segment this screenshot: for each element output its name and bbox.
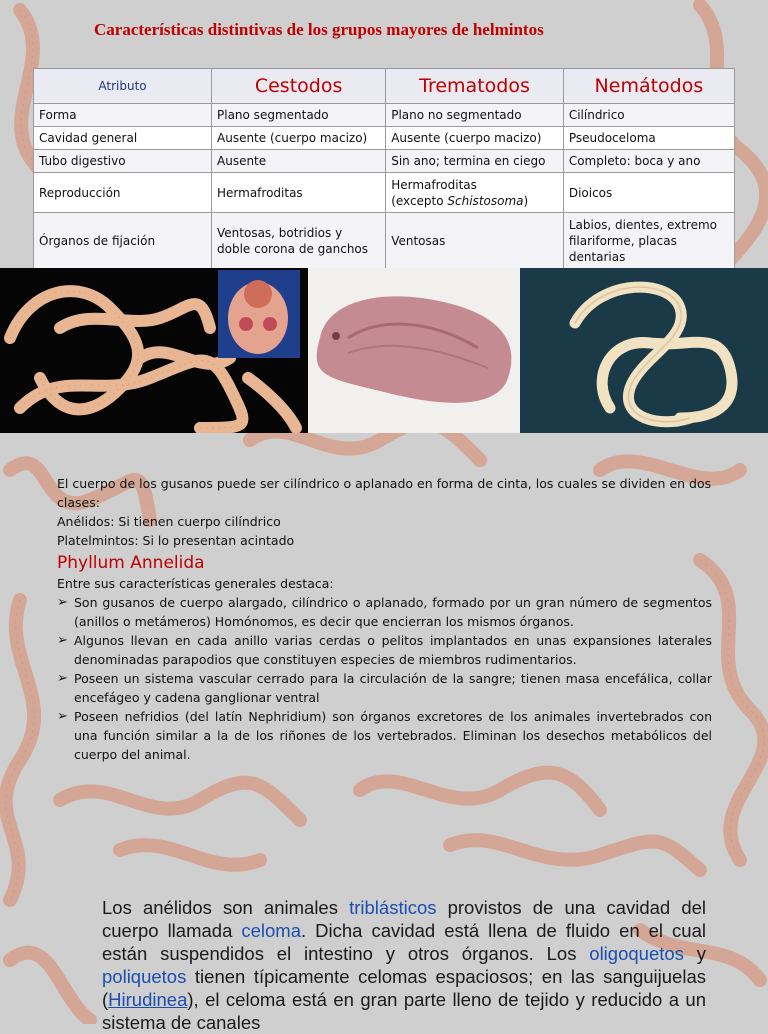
phyllum-annelida-title: Phyllum Annelida <box>57 553 205 573</box>
oligoquetos-link[interactable]: oligoquetos <box>589 943 684 964</box>
table-row <box>34 104 735 127</box>
roundworm-photo <box>520 268 768 433</box>
row-label: Cavidad general <box>34 127 212 150</box>
arrow-bullet-icon: ➢ <box>57 671 68 686</box>
cell-trematodos-pre: (excepto <box>391 193 448 208</box>
header-cestodos: Cestodos <box>212 69 386 104</box>
cell-trematodos-line1: Hermafroditas <box>391 177 477 192</box>
cell-trematodos <box>386 173 564 213</box>
schistosoma-italic: Schistosoma <box>447 193 524 208</box>
arrow-bullet-icon: ➢ <box>57 595 68 610</box>
list-item <box>57 669 712 707</box>
cell-cestodos <box>212 213 386 269</box>
para-text: tienen típicamente celomas espaciosos; en las sanguijuelas ( <box>102 966 706 1010</box>
cell-cestodos: Ausente <box>212 150 386 173</box>
row-label: Tubo digestivo <box>34 150 212 173</box>
features-list <box>57 593 712 764</box>
cell-trematodos: Sin ano; termina en ciego <box>386 150 564 173</box>
list-item <box>57 631 712 669</box>
poliquetos-link[interactable]: poliquetos <box>102 966 187 987</box>
para-text: provistos de una cavidad del cuerpo llamada <box>102 897 707 941</box>
cell-nematodos: Completo: boca y ano <box>563 150 734 173</box>
cell-nematodos <box>563 213 734 269</box>
para-text: ), el celoma está en gran parte lleno de tejido y reducido a un sistema de canales <box>102 989 706 1033</box>
cell-trematodos: Plano no segmentado <box>386 104 564 127</box>
triblasticos-link[interactable]: triblásticos <box>349 897 437 918</box>
helminth-comparison-table <box>33 68 735 269</box>
helminth-photo-strip <box>0 268 768 433</box>
arrow-bullet-icon: ➢ <box>57 709 68 724</box>
table-row <box>34 150 735 173</box>
cell-cestodos: Hermafroditas <box>212 173 386 213</box>
row-label: Órganos de fijación <box>34 213 212 269</box>
list-item <box>57 707 712 764</box>
list-item-text: Algunos llevan en cada anillo varias cerdas o pelitos implantados en unas expansiones laterales denominadas parapodios que constituyen especies de miembros rudimentarios. <box>74 633 712 667</box>
para-text: . Dicha cavidad está llena de fluido en el cual están suspendidos el intestino y otros órganos. Los <box>102 920 706 964</box>
list-item-text: Son gusanos de cuerpo alargado, cilíndrico o aplanado, formado por un gran número de segmentos (anillos o metámeros) Homónomos, es decir que encierran los mismos órganos. <box>74 595 712 629</box>
cell-cestodos: Plano segmentado <box>212 104 386 127</box>
list-item-text: Poseen nefridios (del latín Nephridium) son órganos excretores de los animales invertebrados con una función similar a la de los riñones de los vertebrados. Eliminan los desechos metabólicos del cuerpo del animal. <box>74 709 712 762</box>
list-item <box>57 593 712 631</box>
annelida-description <box>57 474 712 764</box>
celoma-paragraph <box>102 896 706 1034</box>
list-item-text: Poseen un sistema vascular cerrado para la circulación de la sangre; tienen masa encefálica, collar encefágeo y cadena ganglionar ventral <box>74 671 712 705</box>
table-header-row <box>34 69 735 104</box>
table-row <box>34 213 735 269</box>
features-intro: Entre sus características generales destaca: <box>57 576 334 591</box>
cell-nematodos-line1: Labios, dientes, extremo <box>568 217 718 232</box>
cell-trematodos: Ventosas <box>386 213 564 269</box>
cell-trematodos-post: ) <box>523 193 529 208</box>
para-text: y <box>683 943 707 964</box>
arrow-bullet-icon: ➢ <box>57 633 68 648</box>
cell-cestodos: Ausente (cuerpo macizo) <box>212 127 386 150</box>
cell-cestodos-line2: doble corona de ganchos <box>217 241 369 256</box>
header-trematodos: Trematodos <box>386 69 564 104</box>
cell-nematodos-line3: dentarias <box>568 249 626 264</box>
cell-nematodos: Pseudoceloma <box>563 127 734 150</box>
para-text: Los anélidos son animales <box>102 897 350 918</box>
table-row <box>34 173 735 213</box>
cell-trematodos: Ausente (cuerpo macizo) <box>386 127 564 150</box>
fluke-photo <box>308 268 520 433</box>
celoma-link[interactable]: celoma <box>241 920 301 941</box>
row-label: Forma <box>34 104 212 127</box>
tapeworm-photo <box>0 268 308 433</box>
cell-cestodos-line1: Ventosas, botridios y <box>217 225 343 240</box>
header-atributo: Atributo <box>34 69 212 104</box>
page-heading: Características distintivas de los grupos mayores de helmintos <box>94 20 544 39</box>
intro-text: El cuerpo de los gusanos puede ser cilíndrico o aplanado en forma de cinta, los cuales se dividen en dos clases: <box>57 476 712 510</box>
cell-nematodos: Cilíndrico <box>563 104 734 127</box>
hirudinea-link[interactable]: Hirudinea <box>108 989 188 1010</box>
table-row <box>34 127 735 150</box>
cell-nematodos: Dioicos <box>563 173 734 213</box>
platelmintos-definition: Platelmintos: Si lo presentan acintado <box>57 533 295 548</box>
row-label: Reproducción <box>34 173 212 213</box>
cell-nematodos-line2: filariforme, placas <box>568 233 677 248</box>
anelidos-definition: Anélidos: Si tienen cuerpo cilíndrico <box>57 514 281 529</box>
header-nematodos: Nemátodos <box>563 69 734 104</box>
